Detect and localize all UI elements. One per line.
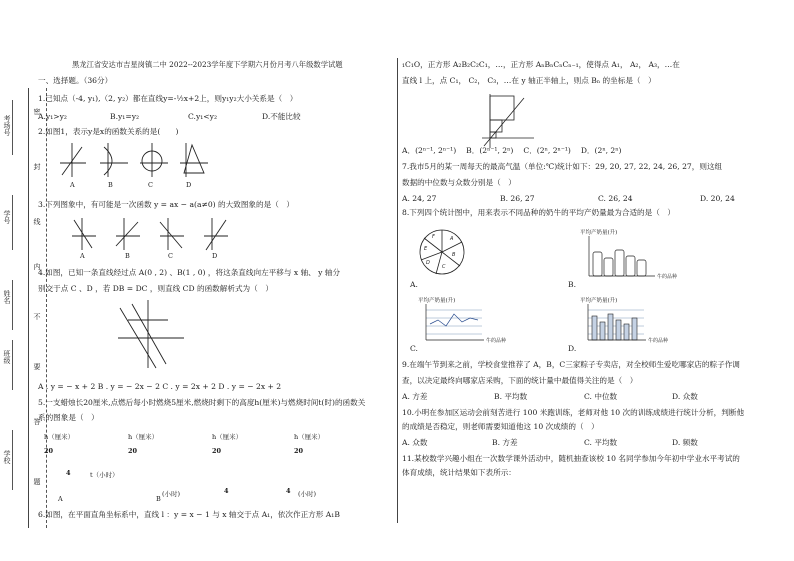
side-underline-4: [12, 340, 14, 390]
q5-graph-a-tlabel: t（小时）: [90, 471, 119, 479]
q5-graph-c-ylabel: h（厘米）: [212, 433, 243, 441]
q5-graph-d-tlabel: (小时): [298, 490, 317, 498]
side-underline-3: [12, 280, 14, 330]
q5-graph-d-ylabel: h（厘米）: [294, 433, 325, 441]
seal-char-3: 线: [33, 218, 41, 225]
q9-option-c: C. 中位数: [584, 392, 618, 401]
q5-graph-c-y20: 20: [212, 447, 222, 455]
q7-option-d: D. 20, 24: [700, 194, 735, 203]
q1-option-a: A.y₁>y₂: [38, 112, 67, 121]
q5-graph-a-ylabel: h（厘米）: [44, 433, 75, 441]
side-label-name: 姓名: [3, 290, 11, 304]
binding-line-inner: [46, 88, 47, 528]
seal-char-5: 不: [33, 313, 41, 320]
q3-label-c: C: [168, 252, 173, 260]
q8-c-xtitle: 牛的品种: [486, 338, 507, 344]
question-10-line1: 10.小明在参加区运动会前刻苦进行 100 米跑训练，老师对他 10 次的训练成绩进行统计分析，判断他: [402, 408, 745, 417]
seal-char-8: 题: [33, 478, 41, 485]
q8-line-chart: [418, 304, 528, 344]
q2-label-a: A: [70, 181, 75, 189]
q1-option-b: B.y₁=y₂: [110, 112, 140, 121]
question-4-line1: 4.如图，已知一条直线经过点 A(0 , 2) 、B(1 , 0) ，将这条直线向左平移与 x 轴、 y 轴分: [38, 268, 341, 277]
pie-label-a: A: [450, 236, 454, 242]
seal-char-1: 密: [33, 108, 41, 115]
q8-bar-chart: [580, 304, 690, 344]
q9-option-b: B. 平均数: [494, 392, 528, 401]
q8-b-xtitle: 牛的品种: [657, 274, 678, 280]
pie-label-e: E: [424, 246, 428, 252]
q2-label-c: C: [148, 181, 153, 189]
question-4-line2: 别交于点 C 、D ，若 DB = DC ，则直线 CD 的函数解析式为（ ）: [38, 284, 273, 293]
question-6-line2: ₁C₁O，正方形 A₂B₂C₂C₁，…，正方形 AₙBₙCₙCₙ₋₁，使得点 A₁， A₂， A₃，…在: [402, 60, 680, 69]
section-heading-choice: 一、选择题。（36分）: [38, 76, 113, 85]
seal-char-4: 内: [33, 263, 41, 270]
q8-pie-chart: [418, 228, 466, 276]
seal-char-7: 答: [33, 418, 41, 425]
q10-option-c: C. 平均数: [584, 438, 618, 447]
q7-option-c: C. 26, 24: [598, 194, 633, 203]
question-11-line1: 11.某校数学兴趣小组在一次数学课外活动中，随机抽查该校 10 名同学参加今年初中学业水平考试的: [402, 454, 740, 463]
side-underline-1: [12, 100, 14, 155]
q3-figure: [72, 216, 232, 252]
question-2: 2.如图1，表示y是x的函数关系的是( ): [38, 127, 179, 136]
page-title: 黑龙江省安达市吉星岗镇二中 2022--2023学年度下学期六月份月考八年级数学试题: [72, 60, 343, 69]
q5-graph-a-y20: 20: [44, 447, 54, 455]
question-1: 1.已知点（-4, y₁),（2, y₂）都在直线y=-½x+2上，则y₁y₂大小关系是（ ）: [38, 94, 298, 103]
pie-label-d: D: [426, 260, 430, 266]
question-10-line2: 的成绩是否稳定，则老师需要知道他这 10 次成绩的（ ）: [402, 422, 599, 431]
q5-graph-b-ylabel: h（厘米）: [128, 433, 159, 441]
q8-d-ytitle: 平均产奶量(升): [580, 298, 618, 304]
q6-figure: [478, 92, 538, 150]
side-underline-5: [12, 430, 14, 490]
question-9-line2: 查，以决定最终向哪家店采购，下面的统计量中最值得关注的是（ ）: [402, 376, 638, 385]
q8-pictograph: [585, 236, 695, 280]
q5-graph-c-x4: 4: [224, 487, 229, 495]
q2-label-d: D: [186, 181, 192, 189]
q5-label-b: B: [156, 495, 161, 503]
question-6-line3: 直线 l 上，点 C₁， C₂， C₃，…在 y 轴正半轴上，则点 Bₙ 的坐标是（ ）: [402, 76, 656, 85]
question-6-line1: 6.如图，在平面直角坐标系中，直线 l ：y = x − 1 与 x 轴交于点 A₁，依次作正方形 A₁B: [38, 510, 340, 519]
q10-option-d: D. 频数: [672, 438, 698, 447]
question-7-line2: 数据的中位数与众数分别是（ ）: [402, 178, 516, 187]
column-divider: [397, 58, 398, 523]
side-underline-2: [12, 195, 14, 250]
q4-options: A . y = − x + 2 B . y = − 2x − 2 C . y = 2x + 2 D . y = − 2x + 2: [38, 382, 282, 391]
pie-label-f: F: [432, 234, 435, 240]
pie-label-c: C: [442, 264, 446, 270]
q8-label-b: B.: [568, 280, 576, 289]
q4-figure: [118, 298, 188, 370]
q8-b-ytitle: 平均产奶量(升): [580, 230, 618, 236]
q9-option-a: A. 方差: [402, 392, 428, 401]
q5-graph-b-tlabel: (小时): [162, 490, 181, 498]
question-5-line2: 系的图象是（ ）: [38, 413, 99, 422]
seal-char-6: 要: [33, 363, 41, 370]
q3-label-d: D: [212, 252, 218, 260]
binding-line-outer: [28, 88, 29, 528]
q2-label-b: B: [108, 181, 113, 189]
question-11-line2: 体育成绩，统计结果如下表所示：: [402, 468, 516, 477]
q5-graph-d-x4: 4: [286, 487, 291, 495]
q10-option-a: A. 众数: [402, 438, 428, 447]
question-5-line1: 5.一支蜡烛长20厘米,点燃后每小时燃烧5厘米,燃烧时剩下的高度h(厘米)与燃烧时间t(时)的函数关: [38, 398, 366, 407]
question-3: 3.下列图象中，有可能是一次函数 y = ax − a(a≠0) 的大致图象的是（ ）: [38, 200, 294, 209]
q7-option-a: A. 24, 27: [402, 194, 437, 203]
q2-figure: [58, 141, 218, 181]
question-8: 8.下列四个统计图中，用来表示不同品种的奶牛的平均产奶量最为合适的是（ ）: [402, 208, 676, 217]
seal-char-2: 封: [33, 163, 41, 170]
q3-label-b: B: [125, 252, 130, 260]
q3-label-a: A: [80, 252, 85, 260]
q9-option-d: D. 众数: [672, 392, 698, 401]
q5-graph-b-y20: 20: [128, 447, 138, 455]
side-label-student-no: 学号: [3, 210, 11, 224]
q1-option-c: C.y₁<y₂: [188, 112, 217, 121]
side-label-school: 学校: [3, 450, 11, 464]
q10-option-b: B. 方差: [492, 438, 518, 447]
side-label-class: 班级: [3, 350, 11, 364]
q5-graph-a-x4: 4: [66, 469, 71, 477]
q8-label-a: A.: [410, 280, 418, 289]
q5-label-a: A: [58, 495, 63, 503]
q6-options: A．(2ⁿ⁻¹, 2ⁿ⁻¹) B．(2ⁿ⁻¹, 2ⁿ) C．(2ⁿ, 2ⁿ⁻¹) D．(2ⁿ, 2ⁿ): [402, 146, 622, 155]
q7-option-b: B. 26, 27: [500, 194, 535, 203]
q5-graph-d-y20: 20: [294, 447, 304, 455]
q8-c-ytitle: 平均产奶量(升): [418, 298, 456, 304]
side-label-exam-room: 考场号: [3, 115, 11, 136]
question-7-line1: 7.我市5月的某一周每天的最高气温（单位:℃)统计如下：29, 20, 27, 22, 24, 26, 27，则这组: [402, 162, 723, 171]
pie-label-b: B: [452, 252, 456, 258]
q8-label-d: D.: [568, 344, 577, 353]
question-9-line1: 9.在端午节到来之前，学校食堂推荐了 A，B，C三家粽子专卖店，对全校师生爱吃哪家店的粽子作调: [402, 360, 740, 369]
q8-label-c: C.: [410, 344, 418, 353]
q1-option-d: D.不能比较: [262, 112, 301, 121]
q8-d-xtitle: 牛的品种: [648, 338, 669, 344]
